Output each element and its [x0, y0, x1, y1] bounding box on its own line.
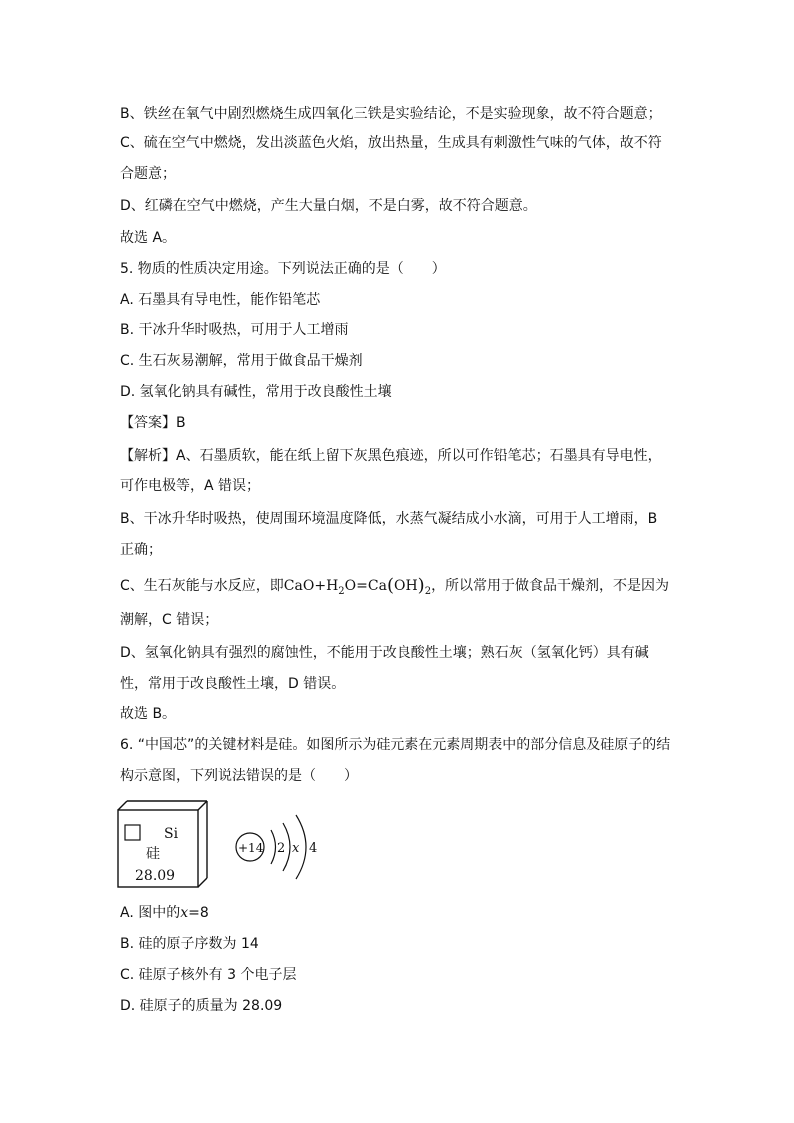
question-5-stem: 5. 物质的性质决定用途。下列说法正确的是（ ）: [120, 261, 446, 277]
analysis-line-1: 【解析】A、石墨质软，能在纸上留下灰黑色痕迹，所以可作铅笔芯；石墨具有导电性，: [120, 448, 662, 464]
atomic-mass: 28.09: [135, 868, 176, 884]
silicon-figure: [117, 800, 347, 890]
line-d-phosphorus: D、红磷在空气中燃烧，产生大量白烟，不是白雾，故不符合题意。: [120, 198, 537, 214]
analysis-line-5-end: ，所以常用于做食品干燥剂，不是因为: [431, 578, 670, 594]
question-6-stem-1: 6. “中国芯”的关键材料是硅。如图所示为硅元素在元素周期表中的部分信息及硅原子的结: [120, 737, 671, 753]
question-6-option-d: D. 硅原子的质量为 28.09: [120, 998, 283, 1014]
question-6-stem-2: 构示意图，下列说法错误的是（ ）: [120, 768, 358, 784]
question-5-option-d: D. 氢氧化钠具有碱性，常用于改良酸性土壤: [120, 384, 392, 400]
shell-2-electrons: x: [292, 841, 300, 856]
electron-shell-1: [271, 830, 276, 864]
analysis-line-5: [120, 575, 669, 602]
question-5-option-c: C. 生石灰易潮解，常用于做食品干燥剂: [120, 353, 363, 369]
analysis-line-4: 正确；: [120, 542, 162, 558]
line-answer-a: 故选 A。: [120, 230, 177, 246]
shell-1-electrons: 2: [277, 841, 286, 856]
shell-3-electrons: 4: [309, 841, 318, 856]
atomic-number-blank-box: [125, 825, 140, 840]
analysis-line-6: 潮解，C 错误；: [120, 612, 219, 628]
question-5-option-b: B. 干冰升华时吸热，可用于人工增雨: [120, 322, 349, 338]
nucleus-charge: +14: [238, 841, 264, 855]
analysis-line-7: D、氢氧化钠具有强烈的腐蚀性，不能用于改良酸性土壤；熟石灰（氢氧化钙）具有碱: [120, 645, 649, 661]
question-6-option-c: C. 硅原子核外有 3 个电子层: [120, 967, 297, 983]
answer-b: 故选 B。: [120, 706, 177, 722]
question-5-option-a: A. 石墨具有导电性，能作铅笔芯: [120, 292, 321, 308]
analysis-line-8: 性，常用于改良酸性土壤，D 错误。: [120, 676, 346, 692]
line-b-iron: B、铁丝在氧气中剧烈燃烧生成四氧化三铁是实验结论，不是实验现象，故不符合题意；: [120, 106, 662, 122]
question-6-option-b: B. 硅的原子序数为 14: [120, 936, 259, 952]
line-c-sulfur-cont: 合题意；: [120, 166, 176, 182]
answer-label: 【答案】B: [120, 415, 186, 431]
analysis-line-3: B、干冰升华时吸热，使周围环境温度降低，水蒸气凝结成小水滴，可用于人工增雨，B: [120, 511, 658, 527]
line-c-sulfur: C、硫在空气中燃烧，发出淡蓝色火焰，放出热量，生成具有刺激性气味的气体，故不符: [120, 135, 662, 151]
element-symbol: Si: [164, 826, 179, 842]
chemical-equation: $CaO+H_2O=Ca(OH)_2$: [283, 575, 432, 597]
element-name: 硅: [146, 846, 160, 862]
analysis-line-2: 可作电极等，A 错误；: [120, 478, 261, 494]
analysis-line-5-start: C、生石灰能与水反应，即: [120, 578, 284, 594]
question-6-option-a: A. 图中的x=8: [120, 905, 209, 921]
